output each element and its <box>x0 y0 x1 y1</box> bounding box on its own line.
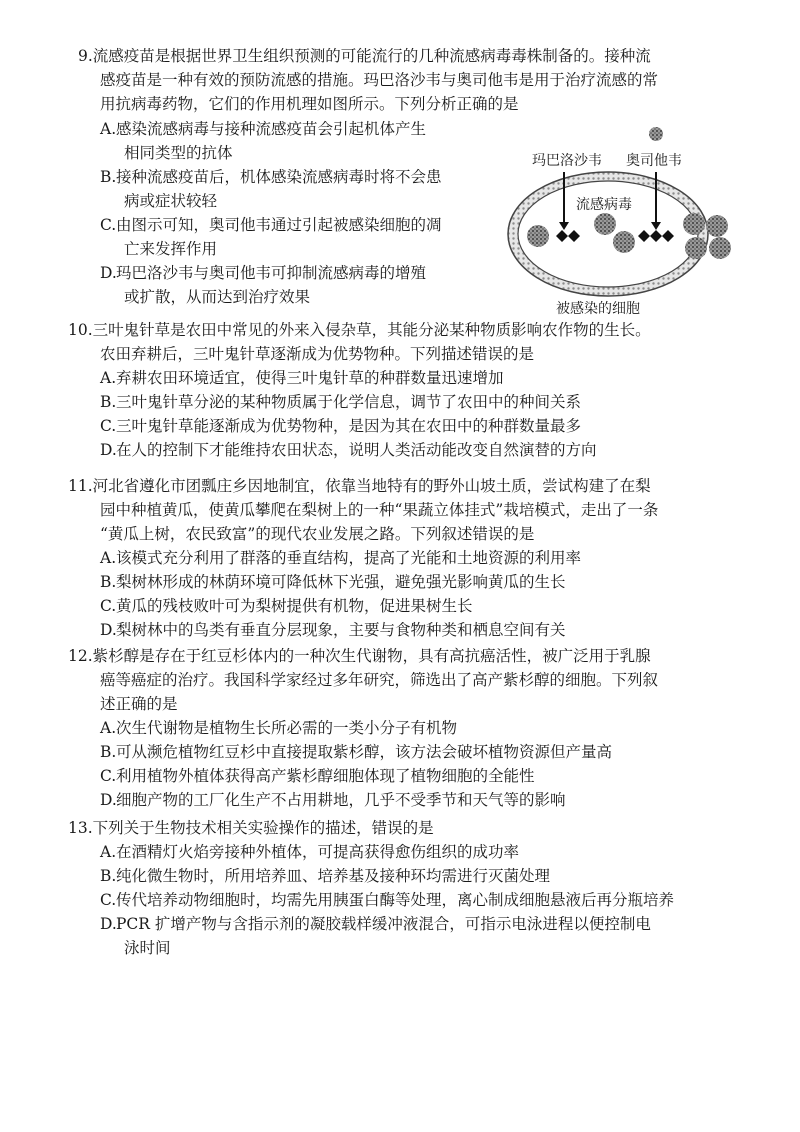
stem-text: 紫杉醇是存在于红豆杉体内的一种次生代谢物，具有高抗癌活性，被广泛用于乳腺 <box>92 647 651 665</box>
option-b <box>68 740 760 764</box>
question-10 <box>68 318 760 462</box>
option-letter: C. <box>100 216 117 234</box>
option-text: 细胞产物的工厂化生产不占用耕地，几乎不受季节和天气等的影响 <box>116 791 566 809</box>
option-c <box>78 213 536 261</box>
virus-particle <box>709 237 731 259</box>
option-text: 玛巴洛沙韦与奥司他韦可抑制流感病毒的增殖 <box>116 264 427 282</box>
option-b <box>68 570 760 594</box>
option-text: 传代培养动物细胞时，均需先用胰蛋白酶等处理，离心制成细胞悬液后再分瓶培养 <box>116 891 675 909</box>
question-number: 9. <box>78 47 93 65</box>
stem-line <box>100 68 760 92</box>
stem-line <box>100 342 760 366</box>
option-a <box>68 546 760 570</box>
virus-particle <box>649 127 663 141</box>
option-letter: D. <box>100 791 117 809</box>
option-letter: B. <box>100 867 117 885</box>
option-letter: C. <box>100 891 117 909</box>
option-text: 接种流感疫苗后，机体感染流感病毒时将不会患 <box>116 168 442 186</box>
question-12 <box>68 644 760 812</box>
option-d <box>68 618 760 642</box>
option-letter: A. <box>100 549 117 567</box>
option-letter: A. <box>100 369 117 387</box>
option-d <box>68 438 760 462</box>
option-b <box>78 165 536 213</box>
process-arrow <box>638 230 674 242</box>
question-stem <box>68 816 760 840</box>
question-number: 12. <box>68 647 93 665</box>
virus-particle <box>527 225 549 247</box>
option-b <box>68 390 760 414</box>
option-text: 三叶鬼针草分泌的某种物质属于化学信息，调节了农田中的种间关系 <box>116 393 582 411</box>
virus-particle <box>706 215 728 237</box>
question-13 <box>68 816 760 960</box>
option-text: 次生代谢物是植物生长所必需的一类小分子有机物 <box>116 719 458 737</box>
virus-particle <box>613 231 635 253</box>
option-letter: D. <box>100 621 117 639</box>
option-a <box>68 840 760 864</box>
stem-line <box>68 318 760 342</box>
stem-text: 述正确的是 <box>100 695 178 713</box>
stem-text: 三叶鬼针草是农田中常见的外来入侵杂草，其能分泌某种物质影响农作物的生长。 <box>92 321 651 339</box>
option-letter: C. <box>100 417 117 435</box>
drug1-label: 玛巴洛沙韦 <box>532 153 602 169</box>
option-letter: B. <box>100 393 117 411</box>
stem-text: “黄瓜上树，农民致富”的现代农业发展之路。下列叙述错误的是 <box>100 525 535 543</box>
option-text: 在人的控制下才能维持农田状态，说明人类活动能改变自然演替的方向 <box>116 441 597 459</box>
option-text: 由图示可知，奥司他韦通过引起被感染细胞的凋 <box>116 216 442 234</box>
virus-particle <box>683 213 705 235</box>
option-a <box>78 117 536 165</box>
option-letter: A. <box>100 120 117 138</box>
option-d <box>78 261 536 309</box>
option-text: 黄瓜的残枝败叶可为梨树提供有机物，促进果树生长 <box>116 597 473 615</box>
drug2-label: 奥司他韦 <box>626 153 682 169</box>
question-stem <box>68 474 760 546</box>
stem-text: 下列关于生物技术相关实验操作的描述，错误的是 <box>92 819 434 837</box>
option-text: 纯化微生物时，所用培养皿、培养基及接种环均需进行灭菌处理 <box>116 867 551 885</box>
option-text: 相同类型的抗体 <box>124 144 233 162</box>
question-stem <box>68 318 760 366</box>
virus-label: 流感病毒 <box>576 197 632 213</box>
stem-text: 癌等癌症的治疗。我国科学家经过多年研究，筛选出了高产紫杉醇的细胞。下列叙 <box>100 671 659 689</box>
stem-text: 农田弃耕后，三叶鬼针草逐渐成为优势物种。下列描述错误的是 <box>100 345 535 363</box>
virus-particle <box>685 237 707 259</box>
option-letter: C. <box>100 767 117 785</box>
stem-text: 流感疫苗是根据世界卫生组织预测的可能流行的几种流感病毒毒株制备的。接种流 <box>92 47 651 65</box>
option-text: 可从濒危植物红豆杉中直接提取紫杉醇，该方法会破坏植物资源但产量高 <box>116 743 613 761</box>
question-number: 13. <box>68 819 93 837</box>
option-c <box>68 764 760 788</box>
option-letter: B. <box>100 743 117 761</box>
option-letter: D. <box>100 915 117 933</box>
option-text: 梨树林中的鸟类有垂直分层现象，主要与食物种类和栖息空间有关 <box>116 621 566 639</box>
option-a <box>68 716 760 740</box>
option-letter: A. <box>100 843 117 861</box>
stem-line <box>78 44 760 68</box>
option-text: 该模式充分利用了群落的垂直结构，提高了光能和土地资源的利用率 <box>116 549 582 567</box>
question-stem <box>68 644 760 716</box>
option-text: 梨树林形成的林荫环境可降低林下光强，避免强光影响黄瓜的生长 <box>116 573 566 591</box>
question-11 <box>68 474 760 642</box>
stem-line <box>100 522 760 546</box>
stem-line <box>100 692 760 716</box>
stem-text: 感疫苗是一种有效的预防流感的措施。玛巴洛沙韦与奥司他韦是用于治疗流感的常 <box>100 71 659 89</box>
option-b <box>68 864 760 888</box>
question-stem <box>78 44 760 116</box>
stem-line <box>68 474 760 498</box>
option-text: 弃耕农田环境适宜，使得三叶鬼针草的种群数量迅速增加 <box>116 369 504 387</box>
cell-label: 被感染的细胞 <box>556 301 640 317</box>
option-letter: D. <box>100 264 117 282</box>
option-text: 或扩散，从而达到治疗效果 <box>124 288 311 306</box>
option-text: 三叶鬼针草能逐渐成为优势物种，是因为其在农田中的种群数量最多 <box>116 417 582 435</box>
stem-text: 用抗病毒药物，它们的作用机理如图所示。下列分析正确的是 <box>100 95 519 113</box>
option-text: PCR 扩增产物与含指示剂的凝胶载样缓冲液混合，可指示电泳进程以便控制电 <box>116 915 651 933</box>
option-text: 亡来发挥作用 <box>124 240 218 258</box>
drug-mechanism-figure <box>496 126 731 316</box>
option-c <box>68 594 760 618</box>
option-text: 在酒精灯火焰旁接种外植体，可提高获得愈伤组织的成功率 <box>116 843 520 861</box>
option-letter: A. <box>100 719 117 737</box>
option-c <box>68 888 760 912</box>
option-letter: C. <box>100 597 117 615</box>
option-text: 泳时间 <box>124 939 171 957</box>
stem-text: 河北省遵化市团瓢庄乡因地制宜，依靠当地特有的野外山坡土质，尝试构建了在梨 <box>92 477 651 495</box>
stem-line <box>100 668 760 692</box>
option-a <box>68 366 760 390</box>
stem-line <box>68 644 760 668</box>
option-text: 感染流感病毒与接种流感疫苗会引起机体产生 <box>116 120 427 138</box>
virus-particle <box>594 213 616 235</box>
option-text: 利用植物外植体获得高产紫杉醇细胞体现了植物细胞的全能性 <box>116 767 535 785</box>
option-text: 病或症状较轻 <box>124 192 218 210</box>
question-number: 10. <box>68 321 93 339</box>
option-d <box>68 788 760 812</box>
option-d <box>68 912 760 960</box>
option-letter: D. <box>100 441 117 459</box>
stem-text: 园中种植黄瓜，使黄瓜攀爬在梨树上的一种“果蔬立体挂式”栽培模式，走出了一条 <box>100 501 659 519</box>
stem-line <box>100 92 760 116</box>
option-letter: B. <box>100 573 117 591</box>
stem-line <box>100 498 760 522</box>
option-c <box>68 414 760 438</box>
option-letter: B. <box>100 168 117 186</box>
question-number: 11. <box>68 477 93 495</box>
stem-line <box>68 816 760 840</box>
